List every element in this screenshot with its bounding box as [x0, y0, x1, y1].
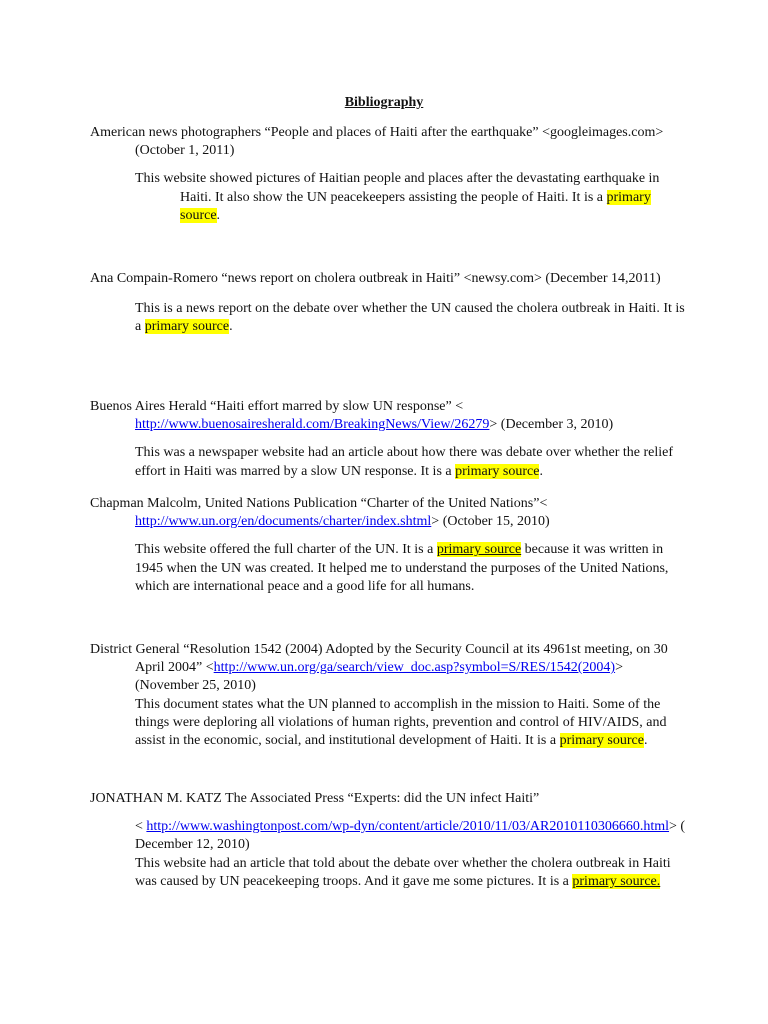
bibliography-entry — [90, 495, 690, 596]
citation: Ana Compain-Romero “news report on cholera outbreak in Haiti” <newsy.com> (December 14,2011) — [90, 271, 661, 286]
primary-source-highlight: primary source — [180, 189, 651, 223]
bibliography-entry — [90, 124, 690, 225]
primary-source-highlight: primary source — [144, 319, 230, 335]
citation-link[interactable]: http://www.washingtonpost.com/wp-dyn/content/article/2010/11/03/AR2010110306660.html — [146, 819, 670, 835]
annotation: This website showed pictures of Haitian people and places after the devastating earthquake in Haiti. It also show the UN peacekeepers assisting the people of Haiti. It is a primary source. — [135, 171, 660, 223]
citation-link[interactable]: http://www.un.org/en/documents/charter/index.shtml — [135, 514, 432, 530]
annotation: This was a newspaper website had an article about how there was debate over whether the relief effort in Haiti was marred by a slow UN response. It is a primary source. — [135, 445, 674, 479]
bibliography-title: Bibliography — [344, 95, 424, 110]
citation: Buenos Aires Herald “Haiti effort marred by slow UN response” < http://www.buenosairesherald.com/BreakingNews/View/26279> (December 3, 2010) — [90, 399, 614, 433]
primary-source-highlight: primary source — [559, 733, 644, 749]
bibliography-entry — [90, 790, 690, 891]
annotation: This website had an article that told about the debate over whether the cholera outbreak in Haiti was caused by UN peacekeeping troops. And it gave me some pictures. It is a primary source. — [135, 855, 671, 889]
citation-link[interactable]: http://www.buenosairesherald.com/BreakingNews/View/26279 — [135, 417, 490, 433]
annotation: This is a news report on the debate over whether the UN caused the cholera outbreak in Haiti. It is a primary source. — [135, 301, 685, 335]
primary-source-highlight: primary source. — [572, 873, 661, 889]
annotation: This website offered the full charter of the UN. It is a primary source because it was written in 1945 when the UN was created. It helped me to understand the purposes of the United Nations, which are international peace and a good life for all humans. — [135, 542, 669, 594]
citation-link-line: < http://www.washingtonpost.com/wp-dyn/content/article/2010/11/03/AR2010110306660.html> ( December 12, 2010) — [135, 819, 686, 853]
primary-source-highlight: primary source — [436, 542, 522, 558]
bibliography-entry — [90, 270, 690, 337]
primary-source-highlight: primary source — [455, 463, 540, 479]
citation-link[interactable]: http://www.un.org/ga/search/view_doc.asp?symbol=S/RES/1542(2004) — [213, 660, 616, 676]
citation: JONATHAN M. KATZ The Associated Press “Experts: did the UN infect Haiti” — [90, 791, 540, 806]
bibliography-entry — [90, 641, 690, 750]
citation: District General “Resolution 1542 (2004) Adopted by the Security Council at its 4961st meeting, on 30 April 2004” <http://www.un.org/ga/search/view_doc.asp?symbol=S/RES/1542(2004)> (November 25, 2010) — [90, 642, 668, 694]
citation: Chapman Malcolm, United Nations Publication “Charter of the United Nations”< http://www.un.org/en/documents/charter/index.shtml> (October 15, 2010) — [90, 496, 550, 530]
citation: American news photographers “People and places of Haiti after the earthquake” <googleimages.com> (October 1, 2011) — [90, 125, 664, 159]
bibliography-entry — [90, 398, 690, 481]
annotation: This document states what the UN planned to accomplish in the mission to Haiti. Some of the things were deploring all violations of human rights, prevention and control of HIV/AIDS, and assist in the economic, social, and institutional development of Haiti. It is a primary source. — [135, 696, 667, 749]
